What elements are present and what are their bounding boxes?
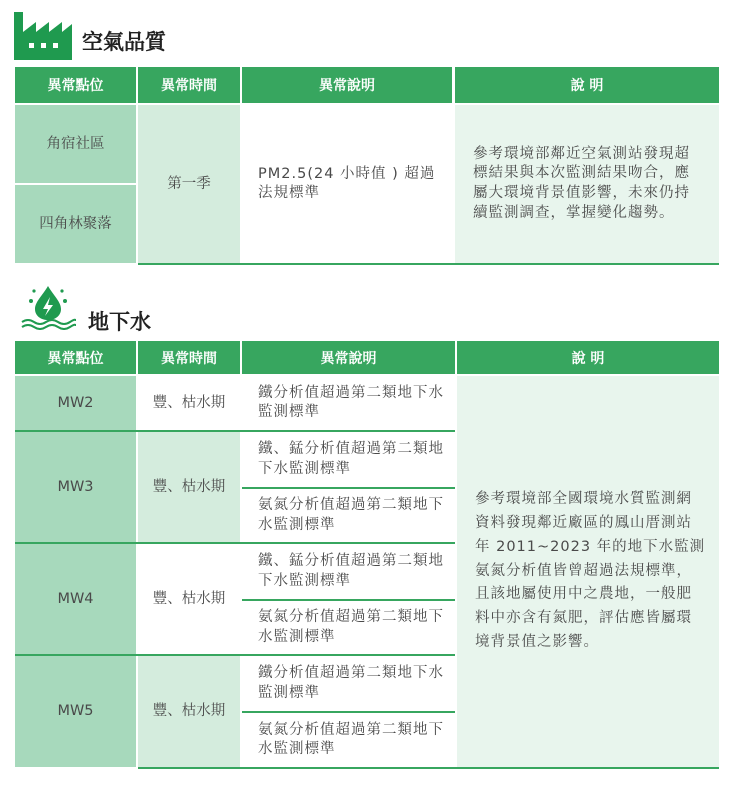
air-header-time: 異常時間 [138,67,240,103]
gw-header-time: 異常時間 [138,341,240,374]
gw-item-mw3-1-text: 鐵、錳分析值超過第二類地下水監測標準 [258,441,444,477]
gw-item-mw4-2-text: 氨氮分析值超過第二類地下水監測標準 [258,609,444,645]
air-description-cell [242,105,452,263]
air-quality-title: 空氣品質 [82,30,166,54]
gw-header-description: 異常說明 [242,341,455,374]
gw-item-mw4-1 [242,544,455,599]
gw-item-mw4-1-text: 鐵、錳分析值超過第二類地下水監測標準 [258,553,444,589]
air-bottom-rule [138,263,719,265]
gw-item-mw4-2 [242,601,455,654]
gw-note-cell [457,376,719,767]
gw-time-mw4: 豐、枯水期 [138,544,240,654]
gw-site-mw3: MW3 [15,432,136,542]
gw-item-mw5-1 [242,656,455,711]
gw-item-mw3-2-text: 氨氮分析值超過第二類地下水監測標準 [258,497,444,533]
air-note-cell [455,105,719,263]
gw-site-mw2: MW2 [15,376,136,430]
air-header-description: 異常說明 [242,67,452,103]
air-location-2: 四角林聚落 [15,185,136,263]
gw-time-mw5: 豐、枯水期 [138,656,240,767]
gw-item-mw5-2-text: 氨氮分析值超過第二類地下水監測標準 [258,721,444,757]
gw-site-mw4: MW4 [15,544,136,654]
gw-header-location: 異常點位 [15,341,136,374]
gw-time-mw2: 豐、枯水期 [138,376,240,430]
air-location-1: 角宿社區 [15,105,136,183]
gw-header-note: 說 明 [457,341,719,374]
gw-item-mw3-2 [242,489,455,542]
gw-time-mw3: 豐、枯水期 [138,432,240,542]
groundwater-title: 地下水 [88,310,151,334]
air-header-note: 說 明 [455,67,719,103]
gw-item-mw2-1-text: 鐵分析值超過第二類地下水監測標準 [258,384,444,420]
gw-item-mw5-1-text: 鐵分析值超過第二類地下水監測標準 [258,665,444,701]
factory-icon [14,12,72,60]
air-note: 參考環境部鄰近空氣測站發現超標結果與本次監測結果吻合，應屬大環境背景值影響，未來仍持續監測調查，掌握變化趨勢。 [473,145,690,221]
air-description: PM2.5(24 小時值 ) 超過法規標準 [258,165,436,201]
gw-item-mw2-1 [242,376,455,430]
water-drop-icon [20,284,76,330]
gw-site-mw5: MW5 [15,656,136,767]
air-header-location: 異常點位 [15,67,136,103]
air-time: 第一季 [138,105,240,263]
gw-bottom-rule [138,767,719,769]
gw-item-mw3-1 [242,432,455,487]
gw-item-mw5-2 [242,713,455,767]
gw-note: 參考環境部全國環境水質監測網資料發現鄰近廠區的鳳山厝測站年 2011~2023 年的地下水監測氨氮分析值皆曾超過法規標準，且該地屬使用中之農地，一般肥料中亦含有氮肥，評估應皆屬環境背景值之影響。 [475,490,706,651]
